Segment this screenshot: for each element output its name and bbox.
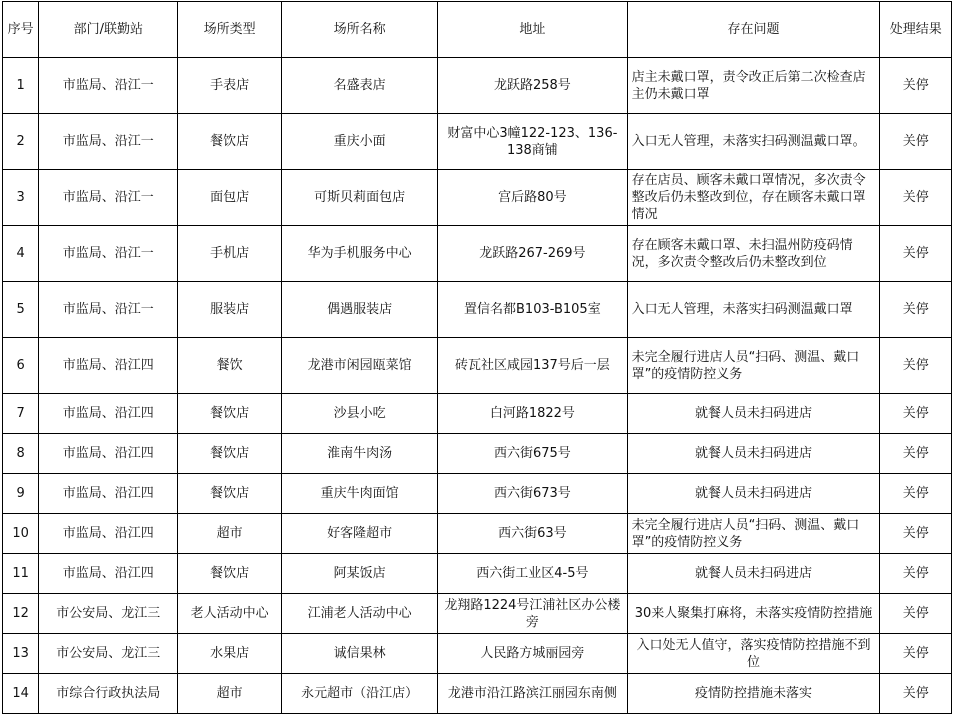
- cell-result: 关停: [880, 634, 952, 674]
- cell-issue: 入口无人管理，未落实扫码测温戴口罩: [627, 282, 880, 338]
- cell-dept: 市监局、沿江四: [39, 394, 178, 434]
- cell-no: 8: [3, 434, 39, 474]
- cell-name: 重庆小面: [282, 114, 438, 170]
- cell-no: 6: [3, 338, 39, 394]
- cell-address: 宫后路80号: [438, 170, 627, 226]
- cell-no: 14: [3, 674, 39, 714]
- cell-type: 超市: [178, 674, 282, 714]
- closure-table: [2, 1, 952, 714]
- table-row: [3, 338, 952, 394]
- header-row: [3, 2, 952, 58]
- cell-type: 手表店: [178, 58, 282, 114]
- cell-issue: 未完全履行进店人员“扫码、测温、戴口罩”的疫情防控义务: [627, 338, 880, 394]
- cell-address: 龙跃路267-269号: [438, 226, 627, 282]
- cell-type: 餐饮店: [178, 434, 282, 474]
- cell-issue: 入口无人管理，未落实扫码测温戴口罩。: [627, 114, 880, 170]
- table-row: [3, 474, 952, 514]
- header-cell: 处理结果: [880, 2, 952, 58]
- cell-name: 阿某饭店: [282, 554, 438, 594]
- cell-name: 沙县小吃: [282, 394, 438, 434]
- cell-result: 关停: [880, 338, 952, 394]
- cell-result: 关停: [880, 554, 952, 594]
- cell-issue: 就餐人员未扫码进店: [627, 554, 880, 594]
- cell-name: 重庆牛肉面馆: [282, 474, 438, 514]
- cell-issue: 30来人聚集打麻将，未落实疫情防控措施: [627, 594, 880, 634]
- cell-issue: 存在顾客未戴口罩、未扫温州防疫码情况，多次责令整改后仍未整改到位: [627, 226, 880, 282]
- cell-name: 龙港市闲园瓯菜馆: [282, 338, 438, 394]
- cell-result: 关停: [880, 674, 952, 714]
- cell-issue: 就餐人员未扫码进店: [627, 394, 880, 434]
- table-row: [3, 282, 952, 338]
- cell-dept: 市监局、沿江一: [39, 282, 178, 338]
- cell-issue: 就餐人员未扫码进店: [627, 434, 880, 474]
- cell-name: 江浦老人活动中心: [282, 594, 438, 634]
- cell-address: 西六街675号: [438, 434, 627, 474]
- cell-name: 可斯贝莉面包店: [282, 170, 438, 226]
- cell-address: 财富中心3幢122-123、136-138商铺: [438, 114, 627, 170]
- cell-name: 华为手机服务中心: [282, 226, 438, 282]
- cell-type: 水果店: [178, 634, 282, 674]
- cell-address: 西六街673号: [438, 474, 627, 514]
- cell-no: 3: [3, 170, 39, 226]
- cell-address: 西六街63号: [438, 514, 627, 554]
- cell-address: 置信名都B103-B105室: [438, 282, 627, 338]
- header-cell: 场所类型: [178, 2, 282, 58]
- cell-type: 手机店: [178, 226, 282, 282]
- cell-issue: 存在店员、顾客未戴口罩情况，多次责令整改后仍未整改到位，存在顾客未戴口罩情况: [627, 170, 880, 226]
- table-row: [3, 434, 952, 474]
- table-row: [3, 674, 952, 714]
- cell-type: 餐饮店: [178, 114, 282, 170]
- cell-dept: 市监局、沿江一: [39, 58, 178, 114]
- cell-no: 4: [3, 226, 39, 282]
- cell-result: 关停: [880, 170, 952, 226]
- cell-name: 好客隆超市: [282, 514, 438, 554]
- cell-type: 面包店: [178, 170, 282, 226]
- table-row: [3, 634, 952, 674]
- cell-address: 龙跃路258号: [438, 58, 627, 114]
- cell-result: 关停: [880, 514, 952, 554]
- cell-issue: 未完全履行进店人员“扫码、测温、戴口罩”的疫情防控义务: [627, 514, 880, 554]
- cell-name: 诚信果林: [282, 634, 438, 674]
- cell-type: 餐饮店: [178, 394, 282, 434]
- cell-name: 淮南牛肉汤: [282, 434, 438, 474]
- cell-result: 关停: [880, 58, 952, 114]
- cell-type: 餐饮店: [178, 554, 282, 594]
- cell-address: 人民路方城丽园旁: [438, 634, 627, 674]
- cell-address: 西六街工业区4-5号: [438, 554, 627, 594]
- cell-result: 关停: [880, 282, 952, 338]
- cell-dept: 市监局、沿江四: [39, 514, 178, 554]
- cell-no: 9: [3, 474, 39, 514]
- cell-address: 白河路1822号: [438, 394, 627, 434]
- cell-no: 5: [3, 282, 39, 338]
- table-row: [3, 114, 952, 170]
- cell-no: 11: [3, 554, 39, 594]
- table-row: [3, 594, 952, 634]
- cell-dept: 市监局、沿江四: [39, 474, 178, 514]
- cell-no: 12: [3, 594, 39, 634]
- cell-no: 10: [3, 514, 39, 554]
- table-row: [3, 170, 952, 226]
- table-row: [3, 58, 952, 114]
- cell-result: 关停: [880, 226, 952, 282]
- cell-result: 关停: [880, 474, 952, 514]
- cell-type: 老人活动中心: [178, 594, 282, 634]
- cell-type: 餐饮: [178, 338, 282, 394]
- cell-result: 关停: [880, 594, 952, 634]
- cell-result: 关停: [880, 114, 952, 170]
- cell-no: 7: [3, 394, 39, 434]
- cell-dept: 市监局、沿江一: [39, 226, 178, 282]
- cell-result: 关停: [880, 434, 952, 474]
- cell-issue: 店主未戴口罩，责令改正后第二次检查店主仍未戴口罩: [627, 58, 880, 114]
- header-cell: 地址: [438, 2, 627, 58]
- header-cell: 场所名称: [282, 2, 438, 58]
- cell-result: 关停: [880, 394, 952, 434]
- cell-issue: 疫情防控措施未落实: [627, 674, 880, 714]
- table-row: [3, 394, 952, 434]
- cell-dept: 市监局、沿江四: [39, 434, 178, 474]
- table-row: [3, 514, 952, 554]
- cell-address: 龙翔路1224号江浦社区办公楼旁: [438, 594, 627, 634]
- table-row: [3, 554, 952, 594]
- cell-name: 偶遇服装店: [282, 282, 438, 338]
- header-cell: 存在问题: [627, 2, 880, 58]
- cell-no: 13: [3, 634, 39, 674]
- cell-address: 龙港市沿江路滨江丽园东南侧: [438, 674, 627, 714]
- cell-type: 服装店: [178, 282, 282, 338]
- header-cell: 部门/联勤站: [39, 2, 178, 58]
- cell-type: 餐饮店: [178, 474, 282, 514]
- cell-no: 2: [3, 114, 39, 170]
- cell-address: 砖瓦社区咸园137号后一层: [438, 338, 627, 394]
- cell-type: 超市: [178, 514, 282, 554]
- cell-issue: 入口处无人值守，落实疫情防控措施不到位: [627, 634, 880, 674]
- table-row: [3, 226, 952, 282]
- cell-name: 永元超市（沿江店）: [282, 674, 438, 714]
- cell-dept: 市监局、沿江四: [39, 338, 178, 394]
- cell-dept: 市公安局、龙江三: [39, 594, 178, 634]
- cell-dept: 市综合行政执法局: [39, 674, 178, 714]
- cell-dept: 市监局、沿江一: [39, 170, 178, 226]
- cell-issue: 就餐人员未扫码进店: [627, 474, 880, 514]
- cell-name: 名盛表店: [282, 58, 438, 114]
- cell-dept: 市公安局、龙江三: [39, 634, 178, 674]
- header-cell: 序号: [3, 2, 39, 58]
- cell-dept: 市监局、沿江一: [39, 114, 178, 170]
- cell-dept: 市监局、沿江四: [39, 554, 178, 594]
- cell-no: 1: [3, 58, 39, 114]
